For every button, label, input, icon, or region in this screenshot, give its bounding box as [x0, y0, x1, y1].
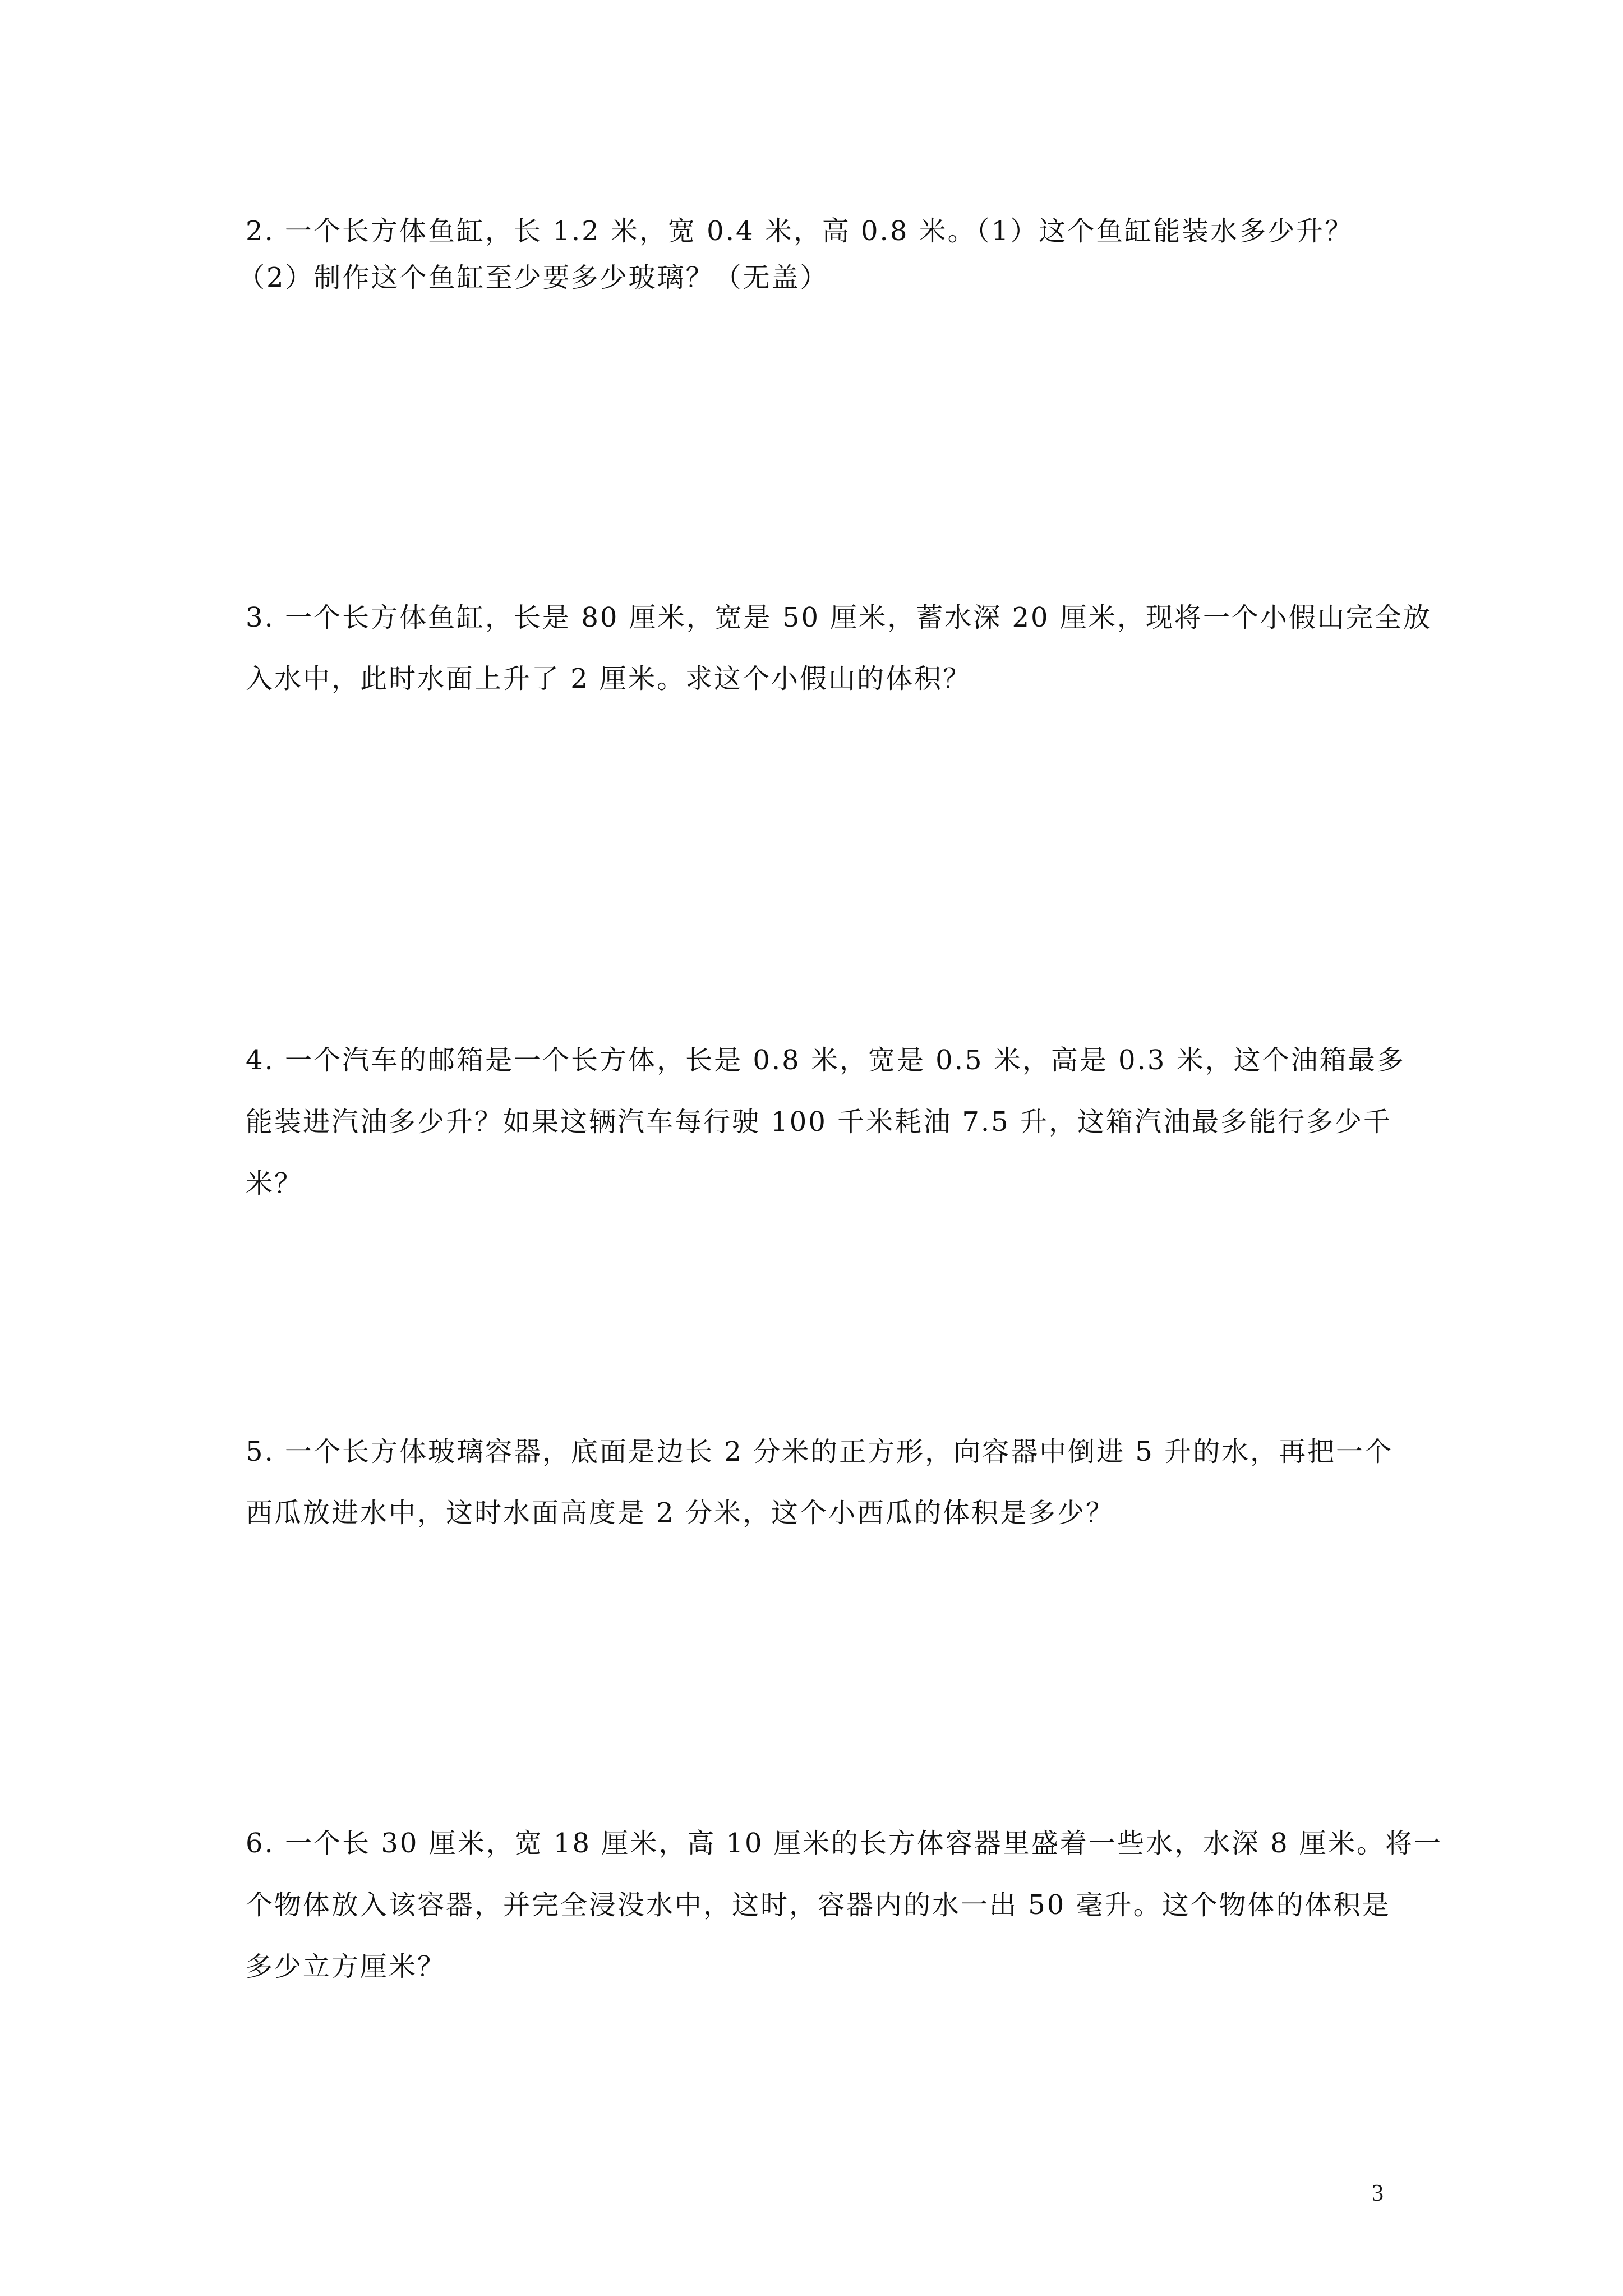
problem-5-line-2: 西瓜放进水中，这时水面高度是 2 分米，这个小西瓜的体积是多少？	[246, 1497, 1115, 1529]
page-number: 3	[1372, 2180, 1384, 2206]
problem-2-line-2: （2）制作这个鱼缸至少要多少玻璃？（无盖）	[238, 262, 829, 293]
problem-4-line-3: 米？	[246, 1168, 303, 1199]
problem-6-line-2: 个物体放入该容器，并完全浸没水中，这时，容器内的水一出 50 毫升。这个物体的体积是	[246, 1889, 1391, 1921]
problem-6-line-3: 多少立方厘米？	[246, 1951, 446, 1982]
problem-3-line-1: 3. 一个长方体鱼缸，长是 80 厘米，宽是 50 厘米，蓄水深 20 厘米，现将一个小假山完全放	[246, 602, 1432, 633]
problem-2-line-1: 2. 一个长方体鱼缸，长 1.2 米，宽 0.4 米，高 0.8 米。（1）这个鱼缸能装水多少升？	[246, 215, 1354, 247]
problem-3	[246, 595, 1432, 701]
problem-2	[238, 209, 1401, 300]
problem-6-line-1: 6. 一个长 30 厘米，宽 18 厘米，高 10 厘米的长方体容器里盛着一些水，水深 8 厘米。将一	[246, 1828, 1442, 1859]
problem-4	[246, 1038, 1405, 1206]
problem-4-line-1: 4. 一个汽车的邮箱是一个长方体，长是 0.8 米，宽是 0.5 米，高是 0.3 米，这个油箱最多	[246, 1045, 1405, 1076]
problem-5	[246, 1429, 1401, 1535]
problem-3-line-2: 入水中，此时水面上升了 2 厘米。求这个小假山的体积？	[246, 663, 972, 694]
problem-6	[246, 1821, 1442, 1989]
problem-5-line-1: 5. 一个长方体玻璃容器，底面是边长 2 分米的正方形，向容器中倒进 5 升的水，再把一个	[246, 1436, 1394, 1467]
problem-4-line-2: 能装进汽油多少升？如果这辆汽车每行驶 100 千米耗油 7.5 升，这箱汽油最多能行多少千	[246, 1106, 1392, 1138]
